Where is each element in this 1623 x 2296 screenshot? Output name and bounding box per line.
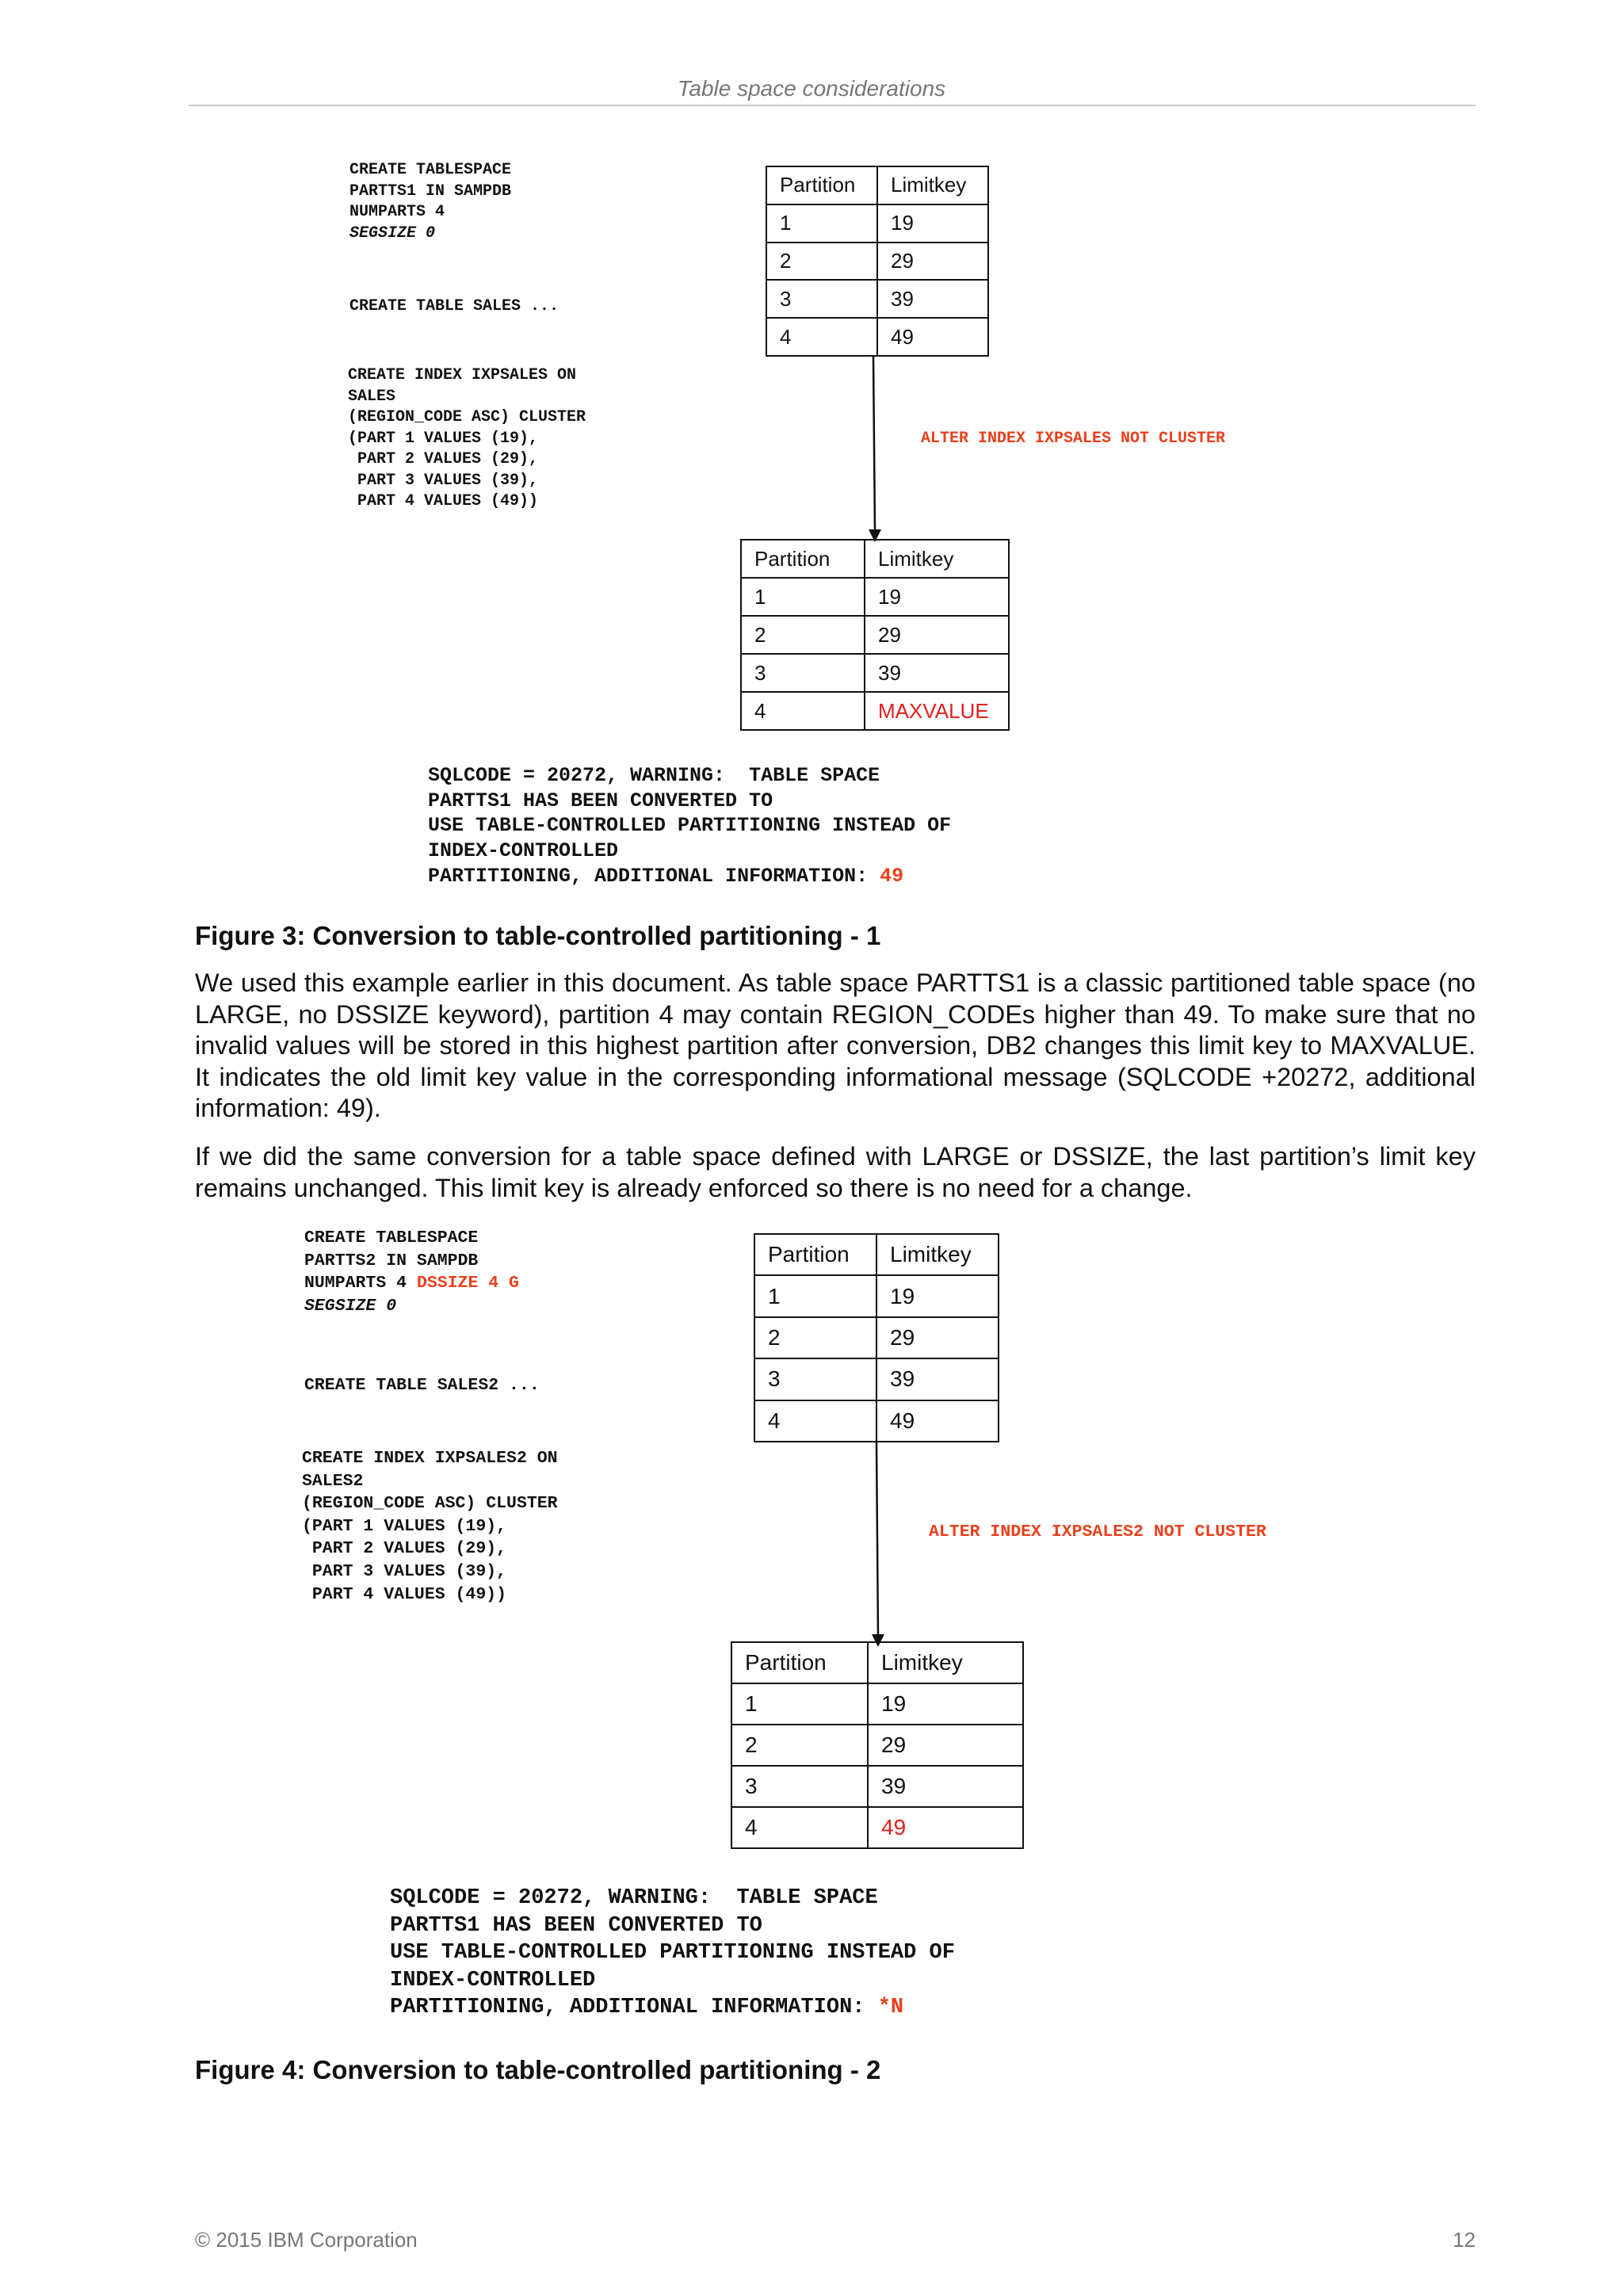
additional-information-value: *N xyxy=(877,1996,904,2020)
partition-cell: 1 xyxy=(741,578,865,616)
message-line: PARTTS1 HAS BEEN CONVERTED TO xyxy=(428,789,773,812)
ddl-line: PART 2 VALUES (29), xyxy=(348,450,539,468)
table-row xyxy=(731,1683,1023,1725)
message-line: INDEX-CONTROLLED xyxy=(428,839,619,863)
ddl-line: CREATE INDEX IXPSALES ON xyxy=(348,366,577,384)
message-line: USE TABLE-CONTROLLED PARTITIONING INSTEAD OF xyxy=(390,1941,955,1966)
ddl-line: SALES2 xyxy=(302,1471,364,1491)
figure-4-caption: Figure 4: Conversion to table-controlled partitioning - 2 xyxy=(195,2055,881,2084)
limitkey-cell: 29 xyxy=(865,616,1009,654)
limitkey-cell: 19 xyxy=(877,204,988,243)
page-header-title: Table space considerations xyxy=(677,76,946,101)
ddl-line: CREATE TABLESPACE xyxy=(304,1228,479,1247)
limitkey-cell-unchanged: 49 xyxy=(868,1807,1023,1848)
table-row xyxy=(731,1766,1023,1807)
fig4-partition-table-after xyxy=(731,1641,1024,1849)
limitkey-cell: 39 xyxy=(876,1358,999,1400)
table-header-row xyxy=(731,1642,1023,1683)
limitkey-cell: 19 xyxy=(876,1275,999,1316)
ddl-line: PART 3 VALUES (39), xyxy=(302,1561,507,1581)
limitkey-cell: 39 xyxy=(865,654,1009,692)
ddl-line: (REGION_CODE ASC) CLUSTER xyxy=(302,1494,558,1514)
ddl-text: NUMPARTS 4 xyxy=(304,1274,417,1293)
partition-cell: 4 xyxy=(754,1400,876,1442)
message-line: PARTTS1 HAS BEEN CONVERTED TO xyxy=(390,1913,762,1938)
limitkey-cell: 49 xyxy=(876,1400,999,1442)
message-text: PARTITIONING, ADDITIONAL INFORMATION: xyxy=(428,864,880,888)
message-line: INDEX-CONTROLLED xyxy=(390,1968,596,1992)
message-line: SQLCODE = 20272, WARNING: TABLE SPACE xyxy=(390,1886,878,1910)
ddl-line: (REGION_CODE ASC) CLUSTER xyxy=(348,408,586,426)
ddl-line: PART 4 VALUES (49)) xyxy=(302,1584,507,1604)
limitkey-cell: 49 xyxy=(877,318,988,356)
partition-cell: 3 xyxy=(754,1358,876,1400)
ddl-segsize: SEGSIZE 0 xyxy=(349,223,436,243)
fig3-create-table-ddl: CREATE TABLE SALES ... xyxy=(349,297,559,315)
footer-copyright: © 2015 IBM Corporation xyxy=(195,2228,418,2252)
partition-cell: 3 xyxy=(731,1766,868,1807)
column-header: Partition xyxy=(731,1642,868,1683)
table-row xyxy=(731,1725,1023,1766)
figure-3-caption: Figure 3: Conversion to table-controlled partitioning - 1 xyxy=(195,921,881,950)
message-line xyxy=(390,1994,955,2022)
partition-cell: 1 xyxy=(754,1275,876,1316)
message-line: USE TABLE-CONTROLLED PARTITIONING INSTEAD OF xyxy=(428,814,952,838)
body-paragraph-2: If we did the same conversion for a table space defined with LARGE or DSSIZE, the last partition’s limit key remains unchanged. This limit key is already enforced so there is no need for a change. xyxy=(195,1142,1476,1202)
limitkey-cell-changed: MAXVALUE xyxy=(865,692,1009,730)
partition-cell: 2 xyxy=(754,1317,876,1358)
ddl-line: PART 4 VALUES (49)) xyxy=(348,492,539,510)
ddl-line: PARTTS1 IN SAMPDB xyxy=(349,181,512,201)
footer-page-number: 12 xyxy=(1453,2228,1476,2252)
limitkey-cell: 39 xyxy=(877,280,988,318)
table-row xyxy=(731,1807,1023,1848)
fig4-create-table-ddl: CREATE TABLE SALES2 ... xyxy=(304,1376,540,1395)
ddl-line: CREATE TABLESPACE xyxy=(349,161,512,179)
ddl-line: PART 3 VALUES (39), xyxy=(348,471,539,490)
partition-cell: 1 xyxy=(731,1683,868,1725)
column-header: Limitkey xyxy=(868,1642,1023,1683)
column-header: Limitkey xyxy=(865,540,1009,578)
limitkey-cell: 29 xyxy=(877,243,988,281)
ddl-segsize: SEGSIZE 0 xyxy=(304,1296,397,1316)
column-header: Partition xyxy=(754,1234,876,1275)
partition-cell: 2 xyxy=(741,616,865,654)
column-header: Limitkey xyxy=(876,1234,999,1275)
ddl-line: NUMPARTS 4 xyxy=(349,203,445,221)
limitkey-cell: 19 xyxy=(868,1683,1023,1725)
message-line: SQLCODE = 20272, WARNING: TABLE SPACE xyxy=(428,764,880,787)
partition-cell: 1 xyxy=(766,204,877,243)
fig4-sqlcode-message xyxy=(390,1885,955,2022)
partition-cell: 4 xyxy=(731,1807,868,1848)
limitkey-cell: 39 xyxy=(868,1766,1023,1807)
ddl-dssize-keyword: DSSIZE 4 G xyxy=(416,1274,519,1293)
body-paragraph-1: We used this example earlier in this document. As table space PARTTS1 is a classic partitioned table space (no LARGE, no DSSIZE keyword), partition 4 may contain REGION_CODEs higher than 49. To make sure that no invalid values will be stored in this highest partition after conversion, DB2 changes this limit key to MAXVALUE. It indicates the old limit key value in the corresponding informational message (SQLCODE +20272, additional information: 49). xyxy=(195,968,1476,1122)
limitkey-cell: 29 xyxy=(868,1725,1023,1766)
limitkey-cell: 29 xyxy=(876,1317,999,1358)
column-header: Partition xyxy=(766,166,877,204)
ddl-line: CREATE INDEX IXPSALES2 ON xyxy=(302,1449,558,1468)
message-text: PARTITIONING, ADDITIONAL INFORMATION: xyxy=(390,1996,878,2020)
column-header: Partition xyxy=(741,540,865,578)
ddl-line: (PART 1 VALUES (19), xyxy=(348,429,539,448)
ddl-line: PARTTS2 IN SAMPDB xyxy=(304,1251,479,1270)
partition-cell: 2 xyxy=(766,243,877,281)
partition-cell: 3 xyxy=(741,654,865,692)
limitkey-cell: 19 xyxy=(865,578,1009,616)
ddl-line: (PART 1 VALUES (19), xyxy=(302,1516,507,1536)
partition-cell: 4 xyxy=(741,692,865,730)
ddl-line: PART 2 VALUES (29), xyxy=(302,1539,507,1559)
fig3-alter-index-statement: ALTER INDEX IXPSALES NOT CLUSTER xyxy=(921,430,1226,448)
additional-information-value: 49 xyxy=(880,864,904,888)
ddl-line: SALES xyxy=(348,387,396,406)
partition-cell: 2 xyxy=(731,1725,868,1766)
column-header: Limitkey xyxy=(877,166,988,204)
partition-cell: 3 xyxy=(766,280,877,318)
fig4-alter-index-statement: ALTER INDEX IXPSALES2 NOT CLUSTER xyxy=(929,1522,1266,1541)
partition-cell: 4 xyxy=(766,318,877,356)
